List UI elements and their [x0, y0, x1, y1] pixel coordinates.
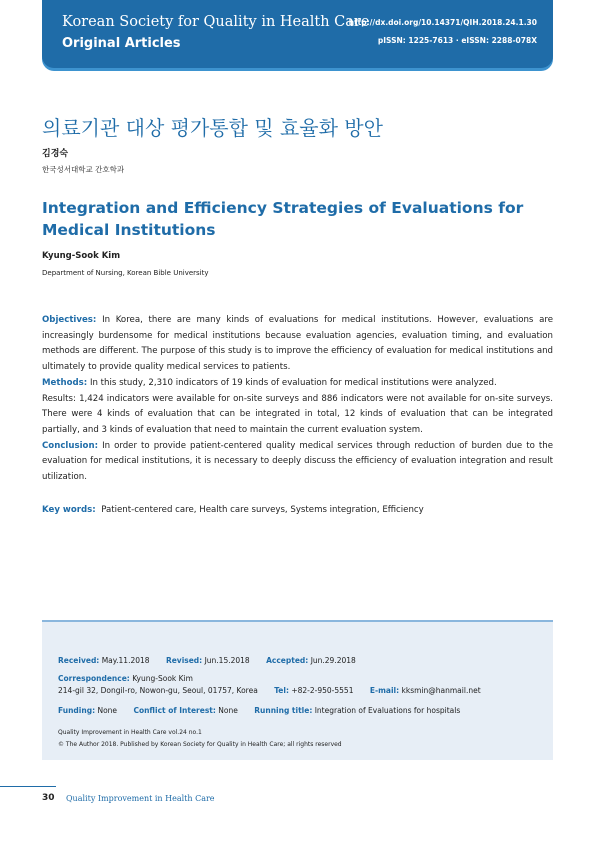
- doi-link[interactable]: http://dx.doi.org/10.14371/QIH.2018.24.1.30: [348, 18, 537, 27]
- abstract-results: [42, 392, 553, 439]
- header-band: [42, 0, 553, 68]
- copyright: © The Author 2018. Published by Korean Society for Quality in Health Care; all rights reserved: [58, 741, 342, 748]
- keywords: [42, 505, 424, 515]
- page-number: 30: [42, 793, 55, 803]
- issn: pISSN: 1225-7613 · eISSN: 2288-078X: [377, 36, 537, 45]
- received-label: Received:: [58, 656, 100, 665]
- tel-value: +82-2-950-5551: [291, 686, 354, 695]
- dates-row: [58, 656, 356, 665]
- affiliation-english: Department of Nursing, Korean Bible University: [42, 269, 209, 277]
- results-text: 1,424 indicators were available for on-site surveys and 886 indicators were not available for on-site surveys. There were 4 kinds of evaluation that can be integrated in total, 12 kinds of evaluation that can be integrated partially, and 3 kinds of evaluation that need to maintain the current evaluation system.: [42, 393, 553, 435]
- abstract-methods: [42, 376, 553, 392]
- objectives-label: Objectives:: [42, 315, 97, 325]
- received-date: May.11.2018: [101, 656, 150, 665]
- revised-label: Revised:: [165, 656, 203, 665]
- affiliation-korean: 한국성서대학교 간호학과: [42, 165, 125, 174]
- correspondence-label: Correspondence:: [58, 674, 130, 683]
- email-label: E-mail:: [369, 686, 400, 695]
- abstract-conclusion: [42, 439, 553, 486]
- title-english: Integration and Efficiency Strategies of Evaluations for Medical Institutions: [42, 199, 524, 239]
- objectives-text: In Korea, there are many kinds of evaluations for medical institutions. However, evaluations are increasingly burdensome for medical institutions because evaluation agencies, evaluation timing, and evaluation methods are different. The purpose of this study is to improve the efficiency of evaluation for medical institutions and ultimately to provide quality medical services to patients.: [42, 315, 553, 373]
- footer-rule: [0, 786, 56, 787]
- methods-label: Methods:: [42, 377, 88, 388]
- conflict-value: None: [218, 706, 238, 715]
- methods-text: In this study, 2,310 indicators of 19 kinds of evaluation for medical institutions were analyzed.: [89, 377, 497, 388]
- funding-row: [58, 706, 460, 715]
- accepted-date: Jun.29.2018: [310, 656, 356, 665]
- revised-date: Jun.15.2018: [204, 656, 250, 665]
- conclusion-text: In order to provide patient-centered quality medical services through reduction of burden due to the evaluation for medical institutions, it is necessary to deeply discuss the efficiency of evaluation integration and result utilization.: [42, 440, 554, 483]
- funding-label: Funding:: [58, 706, 96, 715]
- tel-label: Tel:: [274, 686, 289, 695]
- correspondence-name: Kyung-Sook Kim: [132, 674, 193, 683]
- abstract-objectives: [42, 313, 553, 376]
- funding-value: None: [97, 706, 118, 715]
- running-title-label: Running title:: [254, 706, 313, 715]
- keywords-label: Key words:: [42, 505, 96, 515]
- accepted-label: Accepted:: [266, 656, 309, 665]
- journal-name: Korean Society for Quality in Health Care: [62, 14, 370, 30]
- citation: Quality Improvement in Health Care vol.24 no.1: [58, 729, 202, 736]
- results-label: Results:: [42, 393, 76, 404]
- footer-journal-name: Quality Improvement in Health Care: [66, 794, 215, 803]
- conclusion-label: Conclusion:: [42, 440, 99, 451]
- conflict-label: Conflict of Interest:: [133, 706, 216, 715]
- article-info-box: [42, 620, 553, 760]
- author-english: Kyung-Sook Kim: [42, 251, 121, 261]
- abstract: [42, 313, 553, 486]
- keywords-value: Patient-centered care, Health care surveys, Systems integration, Efficiency: [101, 505, 424, 515]
- author-korean: 김경숙: [42, 149, 69, 159]
- correspondence-row: [58, 674, 193, 683]
- address-row: [58, 686, 481, 695]
- address: 214-gil 32, Dongil-ro, Nowon-gu, Seoul, 01757, Korea: [58, 686, 258, 695]
- title-korean: 의료기관 대상 평가통합 및 효율화 방안: [42, 116, 383, 140]
- section-label: Original Articles: [62, 36, 181, 51]
- email-value[interactable]: kksmin@hanmail.net: [401, 686, 481, 695]
- running-title-value: Integration of Evaluations for hospitals: [314, 706, 461, 715]
